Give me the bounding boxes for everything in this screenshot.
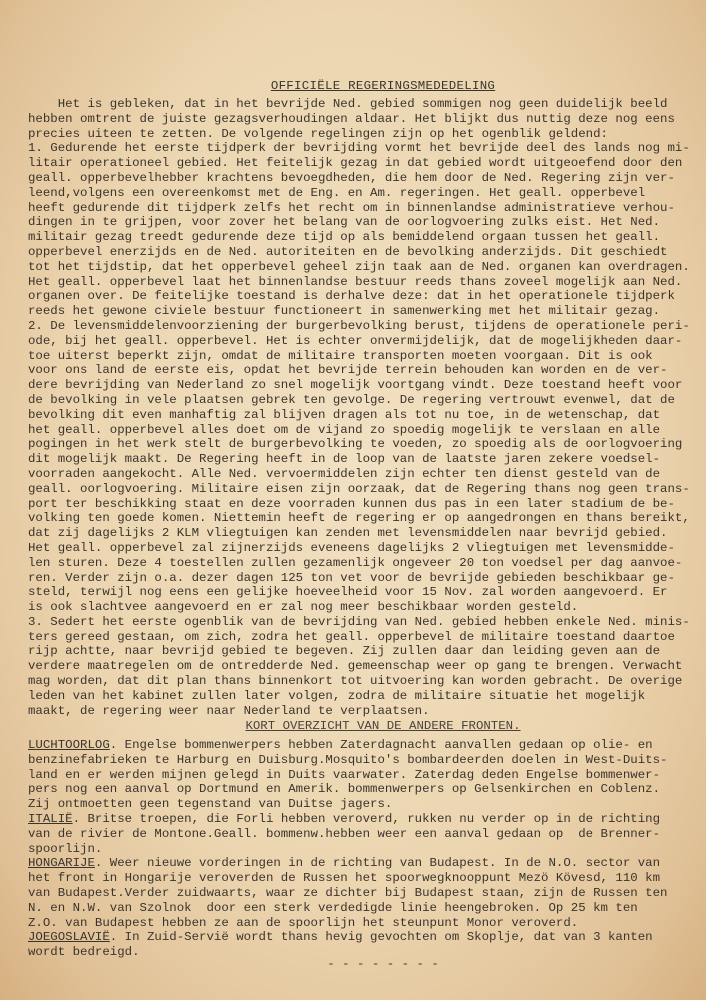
line-text: . In Zuid-Servië wordt thans hevig gevochten om Skoplje, dat van 3 kanten [109,930,653,945]
line-text: . Weer nieuwe vorderingen in de richting van Budapest. In de N.O. sector van [94,856,661,871]
text-line: is ook slachtvee aangevoerd en er zal nog meer beschikbaar worden gesteld. [28,600,579,615]
fronts-overview-body [28,738,698,960]
text-line: het geall. opperbevel alles doet om de vijand zo spoedig mogelijk te verslaan en alle [28,422,661,437]
front-label: LUCHTOORLOG [28,738,110,752]
footer-dashes: - - - - - - - - [327,957,439,971]
text-line: bevolking dit even manhaftig zal blijven dragen als tot nu toe, in de wetenschap, dat [28,407,661,422]
text-line: voor ons land de eerste eis, opdat het bevrijde terrein behouden kan worden en de ver- [28,363,668,378]
text-line [28,812,698,827]
text-line: port ter beschikking staat en deze voorraden kunnen dus pas in een later stadium de be- [28,496,675,511]
text-line: reeds het gewone civiele bestuur functioneert in samenwerking met het militair gezag. [28,304,661,319]
text-line: Het geall. opperbevel zal zijnerzijds eveneens dagelijks 2 vliegtuigen met levensmidde- [28,540,675,555]
text-line: leden van het kabinet zullen later volgen, zodra de militaire situatie het mogelijk [28,688,646,703]
text-line: 2. De levensmiddelenvoorziening der burgerbevolking berust, tijdens de operationele peri- [28,318,690,333]
text-line: dingen in te grijpen, voor zover het belang van de oorlogvoering zulks eist. Het Ned. [28,215,661,230]
text-line: dit mogelijk maakt. De Regering heeft in de loop van de laatste jaren zekere voedsel- [28,452,661,467]
text-line: toe uiterst beperkt zijn, omdat de militaire transporten moeten voorgaan. Dit is ook [28,348,653,363]
text-line: verdere maatregelen om de ontredderde Ned. gemeenschap weer op gang te brengen. Verwacht [28,659,683,674]
line-text: . Engelse bommenwerpers hebben Zaterdagnacht aanvallen gedaan op olie- en [109,738,653,752]
text-line [28,827,698,842]
text-line: Het is gebleken, dat in het bevrijde Ned. gebied sommigen nog geen duidelijk beeld [28,97,668,111]
text-line: ode, bij het geall. opperbevel. Het is echter onvermijdelijk, dat de mogelijkheden daar- [28,333,683,348]
text-line: militair gezag treedt gedurende deze tijd op als bemiddelend orgaan tussen het geall. [28,230,661,245]
line-text: benzinefabrieken te Harburg en Duisburg.Mosquito's bombardeerden doelen in West-Duits- [28,752,668,767]
text-line: precies uiteen te zetten. De volgende regelingen zijn op het ogenblik geldend: [28,126,608,141]
text-line [28,871,698,886]
line-text: wordt bedreigd. [28,945,140,960]
line-text: Z.O. van Budapest hebben ze aan de spoorlijn het steunpunt Monor veroverd. [28,915,579,930]
text-line [28,753,698,768]
line-text: N. en N.W. van Szolnok door een sterk verdedigde linie heengebroken. Op 25 km ten [28,900,638,915]
text-line: pogingen in het werk stelt de burgerbevolking te voeden, zo spoedig als de oorlogvoering [28,437,683,452]
text-line [28,901,698,916]
text-line: mag worden, dat dit plan thans binnenkort tot uitvoering kan worden gebracht. De overige [28,674,683,689]
text-line: opperbevel enerzijds en de Ned. autoriteiten en de bevolking anderzijds. Dit geschiedt [28,244,668,259]
text-line: ren. Verder zijn o.a. dezer dagen 125 ton vet voor de bevrijde gebieden beschikbaar ge- [28,570,675,585]
front-label: ITALIË [28,811,73,826]
line-text: land en er werden mijnen gelegd in Duits vaarwater. Zaterdag deden Engelse bommenwer- [28,767,661,782]
text-line: de bevolking in vele plaatsen gebrek ten gevolge. De regering vertrouwt evenwel, dat de [28,392,675,407]
front-label: JOEGOSLAVIË [28,930,110,945]
heading-text: KORT OVERZICHT VAN DE ANDERE FRONTEN. [245,719,521,733]
text-line: litair operationeel gebied. Het feitelijk gezag in dat gebied wordt uitgeoefend door den [28,156,683,171]
line-text: . Britse troepen, die Forli hebben veroverd, rukken nu verder op in de richting [72,811,661,826]
government-announcement-body [28,97,698,718]
text-line [28,768,698,783]
document-title [0,79,706,93]
line-text: Zij ontmoetten geen tegenstand van Duitse jagers. [28,797,393,812]
line-text: spoorlijn. [28,841,103,856]
text-line [28,886,698,901]
text-line: organen over. De feitelijke toestand is derhalve deze: dat in het operationele tijdperk [28,289,675,304]
text-line: volking ten goede komen. Niettemin heeft de regering er op aangedrongen en thans bereikt, [28,511,690,526]
text-line: dere bevrijding van Nederland zo snel mogelijk voortgang vindt. Deze toestand heeft voor [28,378,683,393]
section-heading [0,719,706,733]
line-text: van Budapest.Verder zuidwaarts, waar ze dichter bij Budapest staan, zijn de Russen ten [28,885,668,900]
text-line: leend,volgens een overeenkomst met de Eng. en Am. regeringen. Het geall. opperbevel [28,185,646,200]
text-line: 1. Gedurende het eerste tijdperk der bevrijding vormt het bevrijde deel des lands nog mi- [28,141,690,156]
front-label: HONGARIJE [28,856,95,871]
line-text: het front in Hongarije veroverden de Russen het spoorwegknooppunt Mezö Kövesd, 110 km [28,871,661,886]
text-line: maakt, de regering weer naar Nederland te verplaatsen. [28,703,430,718]
text-line: steld, terwijl nog eens een gelijke hoeveelheid voor 15 Nov. zal worden aangevoerd. Er [28,585,668,600]
text-line: tot het tijdstip, dat het opperbevel geheel zijn taak aan de Ned. organen kan overdragen. [28,259,690,274]
text-line: voorraden aangekocht. Alle Ned. vervoermiddelen zijn echter ten dienst gesteld van de [28,466,661,481]
text-line: 3. Sedert het eerste ogenblik van de bevrijding van Ned. gebied hebben enkele Ned. minis- [28,614,690,629]
text-line [28,856,698,871]
text-line [28,797,698,812]
text-line [28,842,698,857]
text-line: geall. opperbevelhebber krachtens bevoegdheden, die hem door de Ned. Regering zijn ver- [28,170,675,185]
text-line [28,738,698,753]
line-text: pers nog een aanval op Dortmund en Amerik. bommenwerpers op Gelsenkirchen en Coblenz. [28,782,661,797]
text-line: len sturen. Deze 4 toestellen zullen gezamenlijk ongeveer 20 ton voedsel per dag aanvoe- [28,555,683,570]
text-line: Het geall. opperbevel laat het binnenlandse bestuur reeds thans zoveel mogelijk aan Ned. [28,274,683,289]
text-line [28,782,698,797]
text-line [28,930,698,945]
line-text: van de rivier de Montone.Geall. bommenw.hebben weer een aanval gedaan op de Brenner- [28,826,661,841]
title-text: OFFICIËLE REGERINGSMEDEDELING [270,79,496,93]
text-line: hebben omtrent de juiste gezagsverhoudingen aldaar. Het blijkt dus nuttig deze nog eens [28,111,675,126]
text-line: dat zij dagelijks 2 KLM vliegtuigen kan zenden met levensmiddelen naar bevrijd gebied. [28,526,668,541]
text-line [28,916,698,931]
text-line: ters gereed gestaan, om zich, zodra het geall. opperbevel de militaire toestand daartoe [28,629,675,644]
text-line: geall. oorlogvoering. Militaire eisen zijn oorzaak, dat de Regering thans nog geen trans- [28,481,690,496]
text-line: rijp achtte, naar bevrijd gebied te begeven. Zij zullen daar dan leiding geven aan de [28,644,661,659]
text-line: heeft gedurende dit tijdperk zelfs het recht om in binnenlandse administratieve verhou- [28,200,675,215]
